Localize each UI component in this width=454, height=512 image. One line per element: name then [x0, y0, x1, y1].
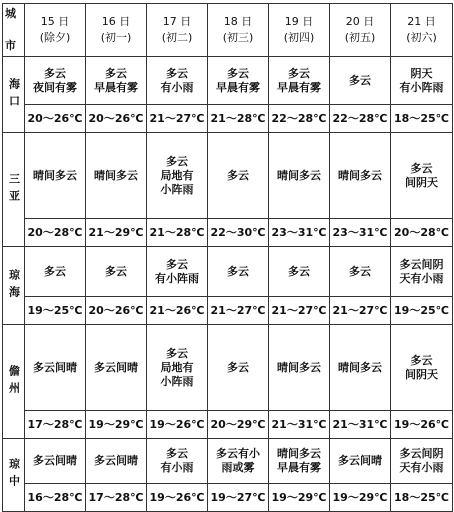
- temperature-cell: 21～28℃: [208, 105, 269, 133]
- temperature-cell: 19～26℃: [147, 484, 208, 512]
- header-date: 20 日: [345, 15, 375, 28]
- city-name: 海口: [3, 57, 25, 133]
- temperature-cell: 20～28℃: [25, 219, 86, 247]
- weather-text: 多云有小: [216, 447, 260, 460]
- weather-cell: [147, 325, 208, 411]
- temperature-row: [3, 411, 453, 439]
- weather-text: 多云间晴: [33, 454, 77, 467]
- weather-cell: [330, 325, 391, 411]
- weather-cell: [147, 133, 208, 219]
- weather-cell: [391, 247, 453, 297]
- header-day-5: [269, 4, 330, 57]
- header-day-7: [391, 4, 453, 57]
- weather-text: 多云: [105, 264, 127, 278]
- weather-text: 早晨有雾: [277, 461, 321, 474]
- weather-text: 夜间有雾: [33, 80, 77, 94]
- weather-text: 小阵雨: [160, 182, 194, 196]
- header-day-6: [330, 4, 391, 57]
- weather-text: 天有小雨: [399, 271, 444, 285]
- weather-cell: [25, 133, 86, 219]
- temperature-row: [3, 105, 453, 133]
- header-date: 15 日: [40, 15, 70, 28]
- weather-text: 间阴天: [405, 367, 438, 381]
- weather-text: 多云: [227, 168, 249, 182]
- weather-cell: [391, 133, 453, 219]
- weather-text: 多云: [349, 73, 371, 87]
- weather-row: [3, 133, 453, 219]
- weather-text: 多云: [288, 264, 310, 278]
- header-date: 18 日: [223, 15, 253, 28]
- temperature-cell: 19～26℃: [147, 411, 208, 439]
- weather-text: 多云间阴: [399, 257, 444, 271]
- weather-text: 小阵雨: [160, 374, 194, 388]
- weather-text: 多云: [166, 346, 188, 360]
- weather-cell: [269, 247, 330, 297]
- city-name: 琼中: [3, 439, 25, 512]
- header-day-2: [86, 4, 147, 57]
- temperature-cell: 20～28℃: [391, 219, 453, 247]
- temperature-row: [3, 484, 453, 512]
- weather-row: [3, 325, 453, 411]
- city-name: 三亚: [3, 133, 25, 247]
- weather-cell: [330, 57, 391, 105]
- temperature-cell: 19～29℃: [330, 484, 391, 512]
- weather-text: 晴间多云: [277, 168, 321, 182]
- weather-row: [3, 247, 453, 297]
- temperature-cell: 20～26℃: [86, 297, 147, 325]
- header-lunar: (初一): [100, 31, 132, 44]
- weather-forecast-table: [2, 3, 453, 512]
- weather-text: 多云间晴: [94, 360, 138, 374]
- temperature-cell: 21～31℃: [330, 411, 391, 439]
- temperature-cell: 16～28℃: [25, 484, 86, 512]
- city-name: 儋州: [3, 325, 25, 439]
- weather-cell: [147, 439, 208, 484]
- weather-text: 多云: [349, 264, 371, 278]
- weather-row: [3, 57, 453, 105]
- weather-text: 有小雨: [160, 461, 194, 474]
- weather-text: 阴天: [410, 66, 433, 80]
- weather-cell: [147, 247, 208, 297]
- temperature-cell: 19～27℃: [208, 484, 269, 512]
- header-lunar: (初二): [161, 31, 193, 44]
- weather-text: 多云: [227, 264, 249, 278]
- weather-row: [3, 439, 453, 484]
- temperature-cell: 22～28℃: [330, 105, 391, 133]
- weather-cell: [269, 133, 330, 219]
- weather-cell: [208, 133, 269, 219]
- weather-text: 多云: [227, 360, 249, 374]
- weather-text: 有小阵雨: [155, 271, 199, 285]
- weather-text: 多云: [227, 66, 249, 80]
- weather-text: 多云间阴: [399, 447, 444, 460]
- weather-text: 多云: [288, 66, 310, 80]
- temperature-cell: 19～29℃: [269, 484, 330, 512]
- weather-text: 多云: [166, 154, 188, 168]
- city-name: 琼海: [3, 247, 25, 325]
- weather-text: 有小雨: [160, 80, 194, 94]
- weather-text: 有小阵雨: [399, 80, 444, 94]
- header-date: 17 日: [162, 15, 192, 28]
- temperature-cell: 17～28℃: [86, 484, 147, 512]
- temperature-cell: 23～31℃: [269, 219, 330, 247]
- header-lunar: (除夕): [39, 31, 71, 44]
- temperature-cell: 22～28℃: [269, 105, 330, 133]
- weather-cell: [391, 325, 453, 411]
- weather-text: 晴间多云: [277, 360, 321, 374]
- temperature-cell: 21～28℃: [147, 219, 208, 247]
- weather-cell: [25, 247, 86, 297]
- weather-text: 多云: [166, 447, 188, 460]
- corner-cell: [3, 4, 25, 57]
- weather-text: 晴间多云: [33, 168, 77, 182]
- header-row: [3, 4, 453, 57]
- temperature-cell: 22～30℃: [208, 219, 269, 247]
- weather-text: 局地有: [160, 360, 194, 374]
- weather-cell: [330, 439, 391, 484]
- weather-cell: [208, 439, 269, 484]
- weather-text: 晴间多云: [338, 360, 382, 374]
- temperature-row: [3, 219, 453, 247]
- temperature-cell: 19～26℃: [391, 411, 453, 439]
- weather-text: 间阴天: [405, 175, 438, 189]
- temperature-cell: 21～31℃: [269, 411, 330, 439]
- weather-text: 晴间多云: [94, 168, 138, 182]
- weather-cell: [330, 247, 391, 297]
- weather-cell: [208, 247, 269, 297]
- temperature-cell: 21～27℃: [330, 297, 391, 325]
- header-lunar: (初五): [344, 31, 376, 44]
- temperature-cell: 19～25℃: [25, 297, 86, 325]
- weather-cell: [86, 133, 147, 219]
- weather-cell: [25, 325, 86, 411]
- corner-label-bottom: 市: [5, 39, 16, 52]
- header-date: 16 日: [101, 15, 131, 28]
- weather-cell: [269, 57, 330, 105]
- temperature-cell: 21～29℃: [86, 219, 147, 247]
- temperature-cell: 19～29℃: [86, 411, 147, 439]
- header-lunar: (初三): [222, 31, 254, 44]
- temperature-cell: 20～29℃: [208, 411, 269, 439]
- weather-cell: [86, 439, 147, 484]
- weather-text: 多云: [410, 161, 433, 175]
- weather-cell: [208, 325, 269, 411]
- weather-text: 早晨有雾: [277, 80, 321, 94]
- temperature-cell: 20～26℃: [86, 105, 147, 133]
- header-date: 19 日: [284, 15, 314, 28]
- weather-text: 早晨有雾: [216, 80, 260, 94]
- weather-text: 早晨有雾: [94, 80, 138, 94]
- weather-cell: [391, 57, 453, 105]
- temperature-cell: 21～27℃: [269, 297, 330, 325]
- corner-label-top: 城: [5, 7, 16, 20]
- weather-text: 多云: [166, 66, 188, 80]
- weather-text: 多云: [44, 66, 66, 80]
- weather-text: 多云间晴: [33, 360, 77, 374]
- weather-cell: [86, 57, 147, 105]
- temperature-cell: 19～25℃: [391, 297, 453, 325]
- header-lunar: (初四): [283, 31, 315, 44]
- temperature-cell: 21～27℃: [147, 105, 208, 133]
- weather-text: 多云间晴: [338, 454, 382, 467]
- header-lunar: (初六): [406, 31, 437, 44]
- header-day-3: [147, 4, 208, 57]
- weather-text: 晴间多云: [277, 447, 321, 460]
- temperature-cell: 20～26℃: [25, 105, 86, 133]
- weather-cell: [269, 325, 330, 411]
- temperature-cell: 23～31℃: [330, 219, 391, 247]
- header-day-1: [25, 4, 86, 57]
- temperature-row: [3, 297, 453, 325]
- weather-cell: [25, 57, 86, 105]
- weather-cell: [269, 439, 330, 484]
- temperature-cell: 21～26℃: [147, 297, 208, 325]
- weather-text: 多云: [166, 257, 188, 271]
- temperature-cell: 18～25℃: [391, 105, 453, 133]
- header-day-4: [208, 4, 269, 57]
- weather-text: 多云: [44, 264, 66, 278]
- weather-text: 多云间晴: [94, 454, 138, 467]
- weather-cell: [330, 133, 391, 219]
- weather-cell: [208, 57, 269, 105]
- weather-text: 多云: [410, 353, 433, 367]
- weather-text: 局地有: [160, 168, 194, 182]
- weather-text: 天有小雨: [399, 461, 444, 474]
- weather-cell: [147, 57, 208, 105]
- temperature-cell: 21～27℃: [208, 297, 269, 325]
- weather-cell: [86, 247, 147, 297]
- weather-text: 晴间多云: [338, 168, 382, 182]
- header-date: 21 日: [407, 15, 436, 28]
- weather-cell: [25, 439, 86, 484]
- weather-cell: [391, 439, 453, 484]
- weather-cell: [86, 325, 147, 411]
- weather-text: 雨或雾: [221, 461, 255, 474]
- weather-text: 多云: [105, 66, 127, 80]
- temperature-cell: 18～25℃: [391, 484, 453, 512]
- temperature-cell: 17～28℃: [25, 411, 86, 439]
